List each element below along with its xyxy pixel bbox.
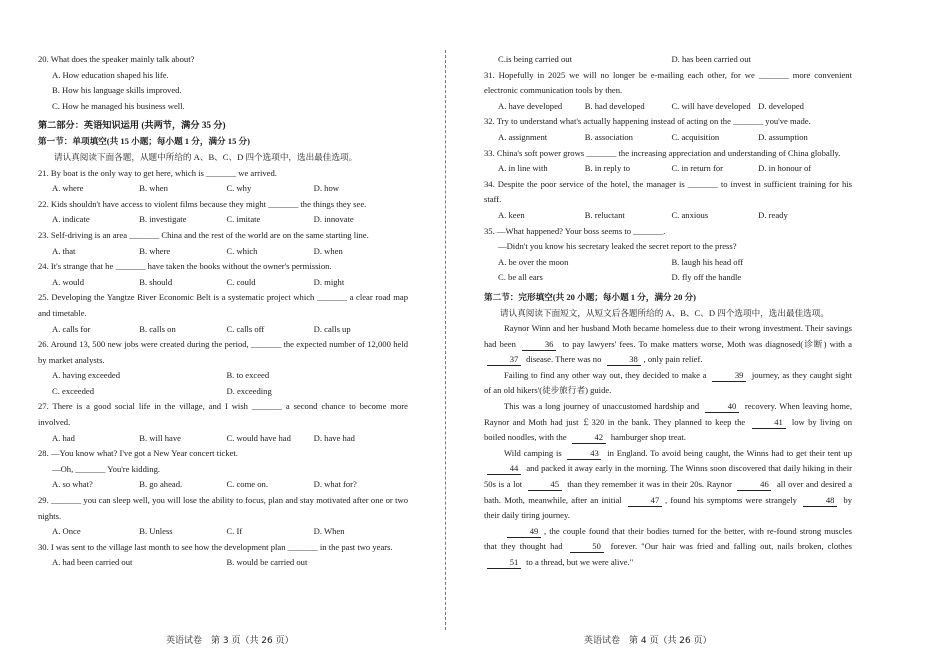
option-row <box>38 431 408 447</box>
left-column <box>38 52 408 571</box>
option: A. calls for <box>52 323 91 334</box>
option: B. will have <box>139 432 181 443</box>
cloze-blank: 47 <box>628 495 662 507</box>
option: C. which <box>226 245 258 256</box>
q20-option: B. How his language skills improved. <box>52 85 182 96</box>
cloze-blank: 43 <box>567 448 601 460</box>
q35-option: A. be over the moon <box>498 256 569 267</box>
passage-text: journey, as they caught sight of an old hikers'(徒步旅行者) guide. <box>484 369 852 396</box>
question-item: 30. I was sent to the village last month to see how the development plan _______ in the past two years. <box>38 541 393 552</box>
cloze-blank: 37 <box>487 354 521 366</box>
passage-text: hamburger shop treat. <box>608 432 686 443</box>
option: C. could <box>226 276 256 287</box>
passage-text: in England. To avoid being caught, the Winns had to get their tent up <box>604 447 853 458</box>
q35-option: B. laugh his head off <box>671 256 744 267</box>
option: B. where <box>139 245 171 256</box>
question-item: 31. Hopefully in 2025 we will no longer be e-mailing each other, for we _______ more convenient electronic communication tools by then. <box>484 69 852 96</box>
cloze-blank: 44 <box>487 463 521 475</box>
cloze-blank: 42 <box>572 432 606 444</box>
q35-options-row1 <box>484 255 852 271</box>
option: D. exceeding <box>226 385 272 396</box>
cloze-blank: 40 <box>705 401 739 413</box>
cloze-blank: 50 <box>570 541 604 553</box>
option-row <box>38 368 408 384</box>
question-reply: —Oh, _______ You're kidding. <box>52 463 161 474</box>
q20-options <box>38 68 408 115</box>
option: D. might <box>313 276 345 287</box>
option: B. in reply to <box>584 163 631 174</box>
cloze-blank: 41 <box>752 417 786 429</box>
option-row <box>484 208 852 224</box>
option-row <box>484 130 852 146</box>
question-item: 25. Developing the Yangtze River Economic Belt is a systematic project which _______ a clear road map and timetable. <box>38 292 408 318</box>
option: C. anxious <box>671 209 709 220</box>
passage-text: Raynor Winn and her husband Moth became homeless due to their wrong investment. Their savings had been <box>484 323 852 349</box>
option: B. reluctant <box>584 209 625 220</box>
option: D. When <box>313 526 345 537</box>
option: C. If <box>226 526 243 537</box>
option: B. calls on <box>139 323 176 334</box>
question-20: 20. What does the speaker mainly talk about? <box>38 54 195 64</box>
option: C. exceeded <box>52 385 94 396</box>
option-row <box>38 212 408 228</box>
passage-paragraph <box>484 524 852 571</box>
q30-option: D. has been carried out <box>671 54 751 64</box>
option: D. developed <box>758 100 804 111</box>
question-item: 22. Kids shouldn't have access to violent films because they might _______ the things they see. <box>38 198 367 209</box>
option-row <box>38 244 408 260</box>
cloze-blank: 39 <box>712 370 746 382</box>
passage-text: Wild camping is <box>504 447 565 458</box>
option: A. keen <box>498 209 525 220</box>
question-item: 32. Try to understand what's actually happening instead of acting on the _______ you've made. <box>484 116 811 127</box>
option-row <box>484 99 852 115</box>
passage-paragraph <box>484 399 852 446</box>
option: D. when <box>313 245 343 256</box>
option: C. imitate <box>226 214 261 225</box>
option: B. when <box>139 183 168 194</box>
option: A. have developed <box>498 100 563 111</box>
option: A. assignment <box>498 131 548 142</box>
option: D. have had <box>313 432 355 443</box>
question-item: 27. There is a good social life in the village, and I wish _______ a second chance to become more involved. <box>38 401 408 428</box>
option: D. ready <box>758 209 788 220</box>
part2-title: 第二部分：英语知识运用 (共两节，满分 35 分) <box>38 120 226 131</box>
option: B. to exceed <box>226 370 270 381</box>
passage-text: , the couple found that their bodies turned for the better, with re-found strong muscles that they thought had <box>484 525 852 552</box>
question-item: 28. —You know what? I've got a New Year concert ticket. <box>38 448 238 459</box>
passage-text: to pay lawyers' fees. To make matters worse, Moth was diagnosed(诊断) with a <box>559 338 852 349</box>
passage-text: and packed it away early in the morning. The Winns soon discovered that daily hiking in their 50s is a lot <box>484 463 852 490</box>
passage-text: to a thread, but we were alive." <box>524 557 634 567</box>
cloze-blank: 49 <box>507 526 541 538</box>
option: B. would be carried out <box>226 557 308 568</box>
option: C. why <box>226 183 252 194</box>
option: A. Once <box>52 526 81 537</box>
passage-text: all over and desired a bath. Moth, meanwhile, after an initial <box>484 479 853 505</box>
passage-text: , only pain relief. <box>643 354 703 365</box>
option: B. Unless <box>139 526 173 537</box>
page-footer-left: 英语试卷 第 3 页（共 26 页） <box>166 636 294 646</box>
question-35: 35. —What happened? Your boss seems to _______. <box>484 225 666 236</box>
passage-text: , found his symptoms were strangely <box>664 494 801 505</box>
option: B. had developed <box>584 100 645 111</box>
q20-option: A. How education shaped his life. <box>52 69 169 80</box>
option: D. what for? <box>313 479 357 490</box>
option: B. investigate <box>139 214 187 225</box>
question-item: 23. Self-driving is an area _______ China and the rest of the world are on the same starting line. <box>38 229 369 240</box>
passage-text: forever. "Our hair was fried and falling out, nails broken, clothes <box>606 541 852 552</box>
passage-text: by their daily tiring journey. <box>484 494 853 521</box>
option: C. come on. <box>226 479 268 490</box>
question-item: 34. Despite the poor service of the hotel, the manager is _______ to invest in sufficient training for his staff. <box>484 178 852 205</box>
option: C. in return for <box>671 163 723 174</box>
passage-text: This was a long journey of unaccustomed hardship and <box>504 401 703 412</box>
passage-text: than they remember it was in their 20s. Raynor <box>564 479 735 490</box>
cloze-blank: 48 <box>803 495 837 507</box>
left-question-list <box>38 166 408 571</box>
option: A. would <box>52 276 84 287</box>
option: D. in honour of <box>758 163 812 174</box>
q30-options-continued <box>484 52 852 68</box>
cloze-passage <box>484 321 852 571</box>
option: A. had <box>52 432 75 443</box>
option: A. had been carried out <box>52 557 133 568</box>
option-row <box>484 161 852 177</box>
option-row <box>38 384 408 400</box>
option: C. would have had <box>226 432 291 443</box>
right-question-list <box>484 68 852 224</box>
column-divider <box>445 50 446 630</box>
option: A. having exceeded <box>52 370 121 381</box>
option: D. assumption <box>758 131 808 142</box>
option: D. how <box>313 183 339 194</box>
question-35-reply: —Didn't you know his secretary leaked the secret report to the press? <box>498 241 737 252</box>
option-row <box>38 181 408 197</box>
passage-paragraph <box>484 368 852 399</box>
q35-option: D. fly off the handle <box>671 272 742 283</box>
passage-text: low by living on boiled noodles, with the <box>484 416 852 443</box>
question-item: 26. Around 13, 500 new jobs were created during the period, _______ the expected number of 12,000 held by market analysts. <box>38 339 408 365</box>
option: C. acquisition <box>671 131 720 142</box>
q35-option: C. be all ears <box>498 272 543 283</box>
option: B. go ahead. <box>139 479 183 490</box>
option: B. should <box>139 276 173 287</box>
question-item: 29. _______ you can sleep well, you will lose the ability to focus, plan and stay motivated after one or two nights. <box>38 495 408 521</box>
option: C. calls off <box>226 323 265 334</box>
cloze-blank: 51 <box>487 557 521 569</box>
question-item: 21. By boat is the only way to get here, which is _______ we arrived. <box>38 167 277 178</box>
option-row <box>38 524 408 540</box>
passage-text: Failing to find any other way out, they decided to make a <box>504 369 710 380</box>
option-row <box>38 555 408 571</box>
option: A. so what? <box>52 479 93 490</box>
option: A. where <box>52 183 84 194</box>
passage-text: recovery. When leaving home, Raynor and Moth had just ￡320 in the bank. They planned to keep the <box>484 401 852 427</box>
question-item: 24. It's strange that he _______ have taken the books without the owner's permission. <box>38 261 332 272</box>
right-column <box>484 52 852 571</box>
option-row <box>38 477 408 493</box>
cloze-blank: 45 <box>528 479 562 491</box>
option: C. will have developed <box>671 100 751 111</box>
section1-instruction: 请认真阅读下面各题，从题中所给的 A、B、C、D 四个选项中，选出最佳选项。 <box>54 151 358 162</box>
page-footer-right: 英语试卷 第 4 页（共 26 页） <box>584 636 712 646</box>
option: A. in line with <box>498 163 548 174</box>
cloze-blank: 46 <box>737 479 771 491</box>
q30-option: C.is being carried out <box>498 54 572 64</box>
option: A. that <box>52 245 76 256</box>
option: D. innovate <box>313 214 354 225</box>
section2-instruction: 请认真阅读下面短文，从短文后各题所给的 A、B、C、D 四个选项中，选出最佳选项。 <box>500 307 829 318</box>
cloze-blank: 38 <box>607 354 641 366</box>
option-row <box>38 275 408 291</box>
section2-title: 第二节：完形填空(共 20 小题；每小题 1 分，满分 20 分) <box>484 291 696 302</box>
option-row <box>38 322 408 338</box>
option: A. indicate <box>52 214 90 225</box>
question-item: 33. China's soft power grows _______ the increasing appreciation and understanding of China globally. <box>484 147 841 158</box>
q35-options-row2 <box>484 270 852 286</box>
passage-paragraph <box>484 446 852 524</box>
option: B. association <box>584 131 633 142</box>
cloze-blank: 36 <box>522 339 556 351</box>
passage-paragraph <box>484 321 852 368</box>
passage-text: disease. There was no <box>524 354 604 365</box>
section1-title: 第一节：单项填空(共 15 小题；每小题 1 分，满分 15 分) <box>38 136 250 147</box>
option: D. calls up <box>313 323 351 334</box>
q20-option: C. How he managed his business well. <box>52 100 185 111</box>
